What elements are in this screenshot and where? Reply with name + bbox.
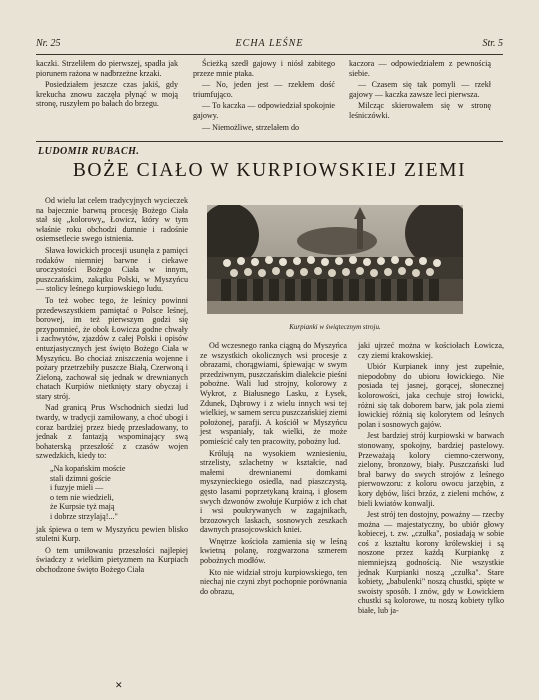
paragraph: — To kaczka — odpowiedział spokojnie gajowy.: [193, 101, 335, 120]
paragraph: — Czasem się tak pomyli — rzekł gajowy — kaczka zawsze leci pierwsza.: [349, 80, 491, 99]
paragraph: jak śpiewa o tem w Myszyńcu pewien blisko stuletni Kurp.: [36, 524, 188, 544]
article-column-1: [36, 196, 188, 577]
paragraph: jaki ujrzeć można w kościołach Łowicza, czy ziemi krakowskiej.: [358, 341, 504, 360]
photo-illustration: [207, 205, 463, 314]
article-author: LUDOMIR RUBACH.: [38, 146, 140, 157]
publication-title: ECHA LEŚNE: [235, 38, 304, 49]
paragraph: — Niemożliwe, strzelałem do: [202, 122, 300, 132]
paragraph: Od wczesnego ranka ciągną do Myszyńca ze wszystkich okolicznych wsi procesje z obrazami, chorągwiami, śpiewając w swym przedziwnym, puszczańskim dialekcie pieśni pobożne. Wali lud strojny, kolorowy z Wykrot, z Białusnego Lasku, z Łysek, Zdunek, Dąbrowy i z wielu innych wsi tej wielkiej, w samem sercu puszczańskiej ziemi położonej, parafji. A kościół w Myszyńcu jest wspaniały, tak wielki, że może pomieścić cały ten pracowity, pobożny lud.: [200, 341, 347, 446]
poem-line: stali dzimni goście: [50, 473, 111, 483]
section-rule: [36, 141, 503, 142]
paragraph: Sława łowickich procesji usunęła z pamięci rodaków niemniej barwne i ciekawe uroczystości Bożego Ciała w innym, puszczańskim, zakątku Polski, w Myszyńcu — stolicy leśnego kurpiowskiego ludu.: [36, 245, 188, 294]
paragraph: Kto nie widział stroju kurpiowskiego, ten niechaj nie czyni zbyt pochopnie porównania do obrazu,: [200, 567, 347, 596]
folk-poem: [50, 464, 188, 522]
page-number: Str. 5: [482, 38, 503, 49]
paragraph: Posiedziałem jeszcze czas jakiś, gdy krekucha znowu zaczęła płynąć w moją stronę, ruszyłem po bałach do brzegu.: [36, 80, 178, 109]
header-rule: [36, 54, 503, 55]
poem-line: i dobrze strzylają!...": [50, 512, 118, 521]
issue-number: Nr. 25: [36, 38, 61, 49]
paragraph: Ubiór Kurpianek inny jest zupełnie, niepodobny do ubioru łowickiego. Nie posiada tej jasnej, gorącej, słonecznej kolorowości, jaka cechuje stroj łowicki, różni się tak doborem barw, jak pola ziemi łowickiej różnią się kolorytem od leśnych polan i sosnowych gajów.: [358, 362, 504, 429]
top-column-1: [36, 59, 178, 111]
paragraph: To też wobec tego, że leśnicy powinni przedewszystkiem pamiętać o Polsce leśnej, borowej, im też pierwszym godzi się przypomnieć, że obok Łowicza godne chwały i zachwytów, zjazdów z całej Polski i opisów entuzjastycznych jest święto Bożego Ciała w Myszyńcu. Bo chociaż zniszczenia wojenne i pożary przetrzebiły puszcze Białą, Czerwoną i Zieloną, zachował się jednak w drewnianych chatach Kurpiów nietknięty stary obyczaj i stary strój.: [36, 295, 188, 401]
paragraph: kaczki. Strzeliłem do pierwszej, spadła jak piorunem rażona w nadbrzeżne krzaki.: [36, 59, 178, 78]
procession-photo: [207, 205, 463, 314]
paragraph: Ścieżką szedł gajowy i niósł zabitego przeze mnie ptaka.: [193, 59, 335, 78]
paragraph: Jest bardziej strój kurpiowski w barwach stonowany, spokojny, bardziej pastelowy. Przeważają kolory ciemno-czerwony, zielony, bronzowy, biały. Puszczański lud brał barwy do swych strojów z leśnego pierwowzoru: z koloru owocu jarzębin, z kory dębów, liści brzóz, z zieleni mchów, z bieli kwiatów konwalji.: [358, 431, 504, 508]
article-column-2: [200, 341, 347, 598]
poem-line: i fuzyje mieli —: [50, 483, 104, 493]
paragraph: kaczora — odpowiedziałem z pewnością siebie.: [349, 59, 491, 78]
page-header: [36, 38, 503, 52]
paragraph: Od wielu lat celem tradycyjnych wycieczek na bajecznie barwną procesję Bożego Ciała stał się „kolorowy„ Łowicz, który w tym właśnie roku obchodzi dumnie i radośnie osiemsetlecie swego istnienia.: [36, 196, 188, 244]
paragraph: O tem umiłowaniu przeszłości najlepiej świadczy z wielkim pietyzmem na Kurpiach obchodzone święto Bożego Ciała: [36, 545, 188, 574]
paragraph: — No, jeden jest — rzekłem dość triumfująco.: [193, 80, 335, 99]
paragraph: Nad granicą Prus Wschodnich siedzi lud twardy, w tradycji zamiłowany, a choć ubogi i coraz bardziej przez biedę przesładowany, to jednak z fantazją wspominający swą bohaterską przeszłość z czasów wojen szwedzkich, kiedy to:: [36, 403, 188, 461]
top-column-2: [193, 59, 335, 134]
poem-line: że Kurpsie tyż mają: [50, 502, 115, 512]
poem-line: „Na kopańskim moście: [50, 464, 126, 474]
paragraph: Jest strój ten dostojny, poważny — rzecby można — majestatyczny, bo ubiór głowy kobiecej, t. zw. „czułka", posiadają w sobie coś z kształtu korony królewskiej i są noszone przez każdą Kurpiankę z niemniejszą godnością. Nie wszystkie jednak Kurpianki noszą „czułka". Stare kobiety, „babulenki" noszą chustki, spięte w swoisty sposób. I znów, gdy w Łowickiem chustki są kolorowe, tu noszą kobiety tylko białe, lub ja-: [358, 510, 504, 616]
end-mark: ✕: [115, 680, 123, 690]
article-column-3: [358, 341, 504, 618]
article-headline: BOŻE CIAŁO W KURPIOWSKIEJ ZIEMI: [72, 160, 467, 181]
photo-caption: Kurpianki w świątecznym stroju.: [289, 323, 381, 331]
poem-line: o tem nie wiedzieli,: [50, 492, 114, 502]
paragraph: Wnętrze kościoła zamienia się w leśną kwietną polanę, rozgwarzona szmerem pobożnych modłów.: [200, 536, 347, 566]
paragraph: Królują na wysokiem wzniesieniu, strzelisty, szlachetny w kształcie, nad małemi drewnianemi domkami myszynieckiego osiedla, nad piaszczystą, gęsto lasami poprzetykaną krainą, i głosem swych dzwonów zwołuje Kurpiów z ich chat i wsi poukrywanych w zagajnikach, brzozowych laskach, sosnowych zeszkach dawnych prasojcowskich kniei.: [200, 448, 347, 535]
top-column-3: [349, 59, 491, 123]
paragraph: Milcząc skierowałem się w stronę leśniczówki.: [349, 101, 491, 120]
